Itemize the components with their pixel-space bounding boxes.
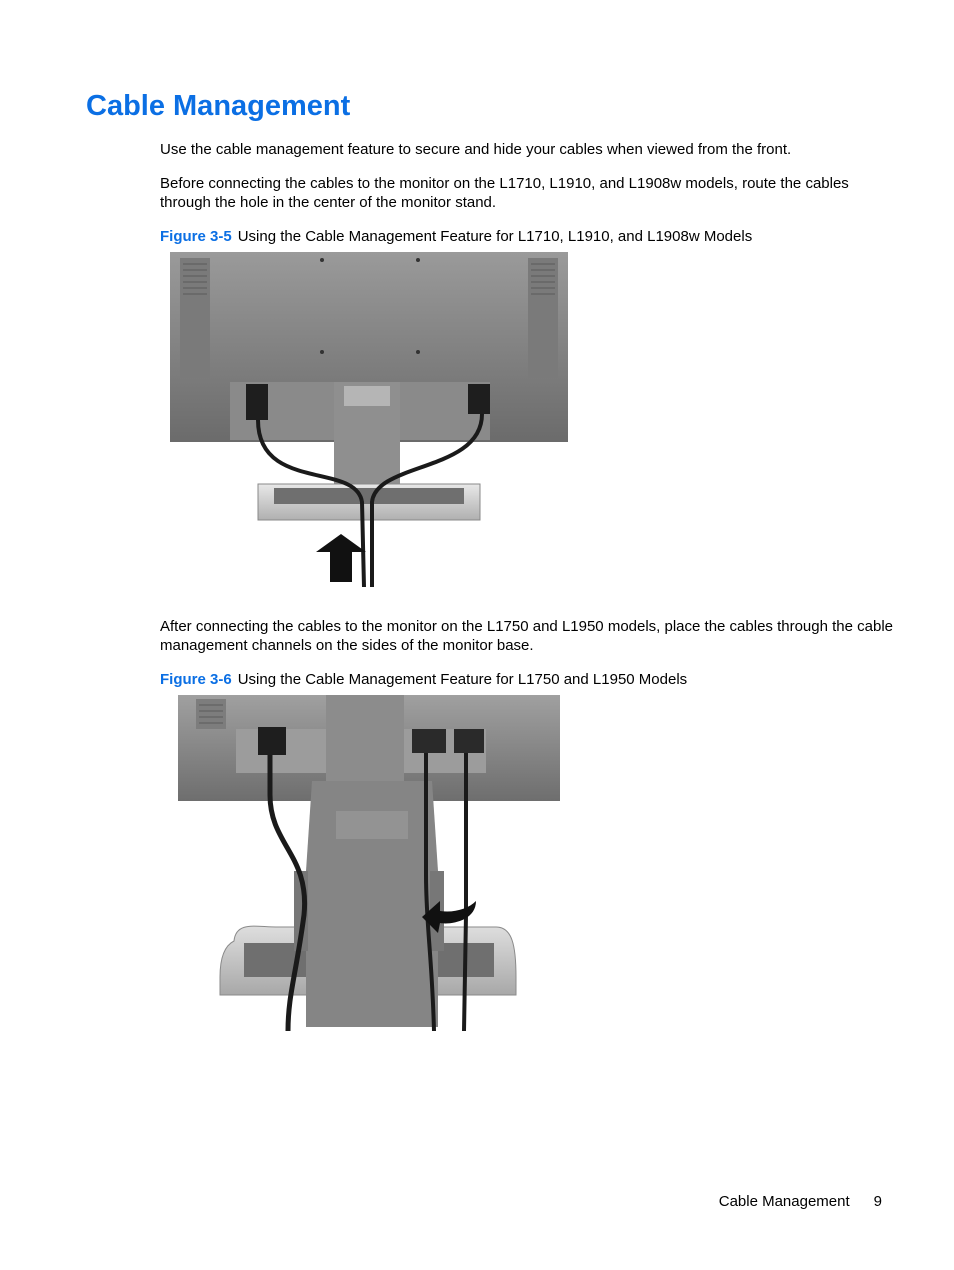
page-number: 9 [873, 1193, 882, 1210]
page-title: Cable Management [86, 90, 351, 122]
figure-3-6-illustration [176, 695, 562, 1035]
page-footer [719, 1193, 882, 1210]
power-connector [246, 384, 268, 420]
vga-connector [454, 729, 484, 753]
figure-3-5-caption [160, 227, 752, 246]
figure-3-5-label: Figure 3-5 [160, 228, 232, 245]
figure-3-6-caption-text: Using the Cable Management Feature for L1750 and L1950 Models [237, 671, 688, 688]
power-connector [258, 727, 286, 755]
route-paragraph: Before connecting the cables to the monitor on the L1710, L1910, and L1908w models, route the cables through the hole in the center of the monitor stand. [160, 175, 849, 211]
intro-paragraph: Use the cable management feature to secure and hide your cables when viewed from the front. [160, 141, 792, 158]
figure-3-6-caption [160, 670, 687, 689]
vga-connector [468, 384, 490, 414]
vga-cable [464, 753, 466, 1031]
up-arrow-icon [316, 534, 366, 582]
figure-3-6-label: Figure 3-6 [160, 671, 232, 688]
figure-3-5-illustration [166, 252, 572, 592]
footer-section-title: Cable Management [718, 1193, 850, 1210]
channels-paragraph: After connecting the cables to the monitor on the L1750 and L1950 models, place the cables through the cable management channels on the sides of the monitor base. [160, 618, 894, 654]
dvi-connector [412, 729, 446, 753]
figure-3-5-caption-text: Using the Cable Management Feature for L1710, L1910, and L1908w Models [237, 228, 753, 245]
